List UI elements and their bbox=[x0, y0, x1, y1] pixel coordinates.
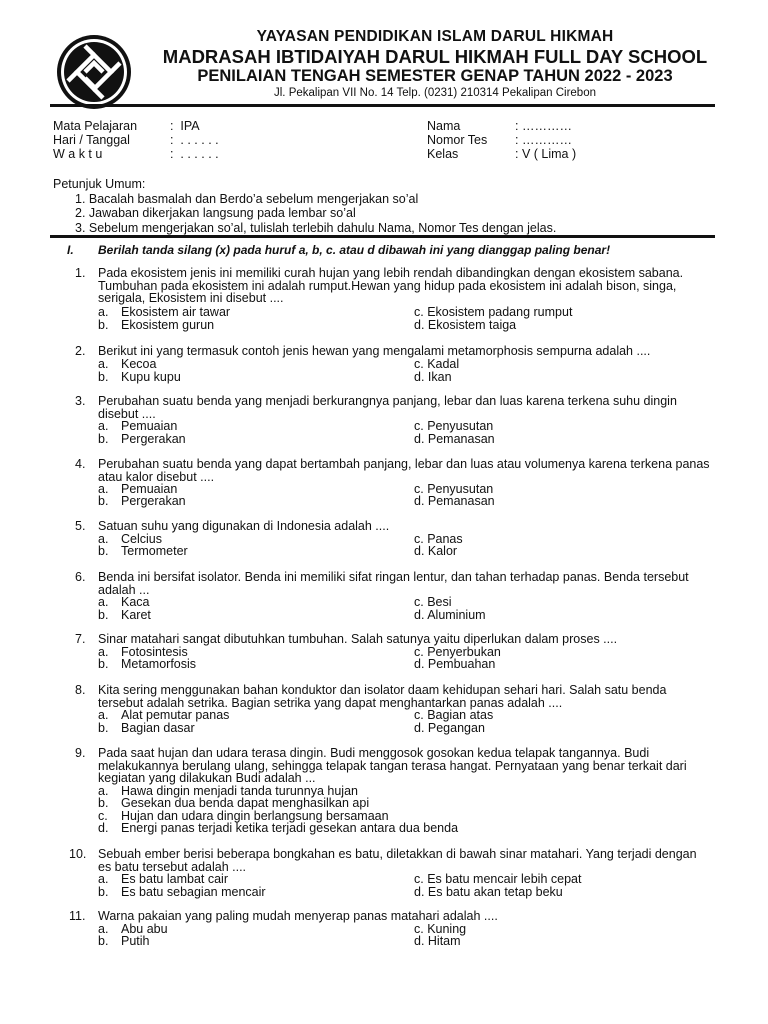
question-text: Perubahan suatu benda yang dapat bertambah panjang, lebar dan luas atau volumenya karena terkena panas atau kalor disebut .... bbox=[98, 457, 710, 484]
option-c[interactable]: c. Panas bbox=[414, 532, 463, 546]
school-address: Jl. Pekalipan VII No. 14 Telp. (0231) 210314 Pekalipan Cirebon bbox=[274, 87, 596, 99]
question-number: 6. bbox=[75, 570, 86, 584]
option-c[interactable]: c. Penyusutan bbox=[414, 419, 494, 433]
class-value: : V ( Lima ) bbox=[515, 147, 577, 161]
option-a[interactable]: Ekosistem air tawar bbox=[121, 305, 231, 319]
option-b-letter[interactable]: b. bbox=[98, 721, 109, 735]
question-text: Pada saat hujan dan udara terasa dingin. Budi menggosok gosokan kedua telapak tangannya. Budi melakukannya berulang ulang, sehingga telapak tangan terasa hangat. Pernyataan yang benar terkait dari kegiatan yang dilakukan Budi adalah ... bbox=[98, 746, 687, 786]
question-number: 2. bbox=[75, 344, 86, 358]
option-a[interactable]: Alat pemutar panas bbox=[121, 708, 230, 722]
option-a-letter[interactable]: a. bbox=[98, 595, 109, 609]
question-text: Warna pakaian yang paling mudah menyerap panas matahari adalah .... bbox=[98, 909, 498, 923]
letterhead bbox=[140, 28, 730, 100]
option-b[interactable]: Putih bbox=[121, 934, 150, 948]
option-a-letter[interactable]: a. bbox=[98, 922, 109, 936]
option-b[interactable]: Es batu sebagian mencair bbox=[121, 885, 266, 899]
question-number: 9. bbox=[75, 746, 86, 760]
option-c[interactable]: c. Ekosistem padang rumput bbox=[414, 305, 573, 319]
foundation-name: YAYASAN PENDIDIKAN ISLAM DARUL HIKMAH bbox=[256, 28, 614, 45]
question-number: 3. bbox=[75, 394, 86, 408]
option-d[interactable]: d. Pemanasan bbox=[414, 432, 495, 446]
option-a-letter[interactable]: a. bbox=[98, 482, 109, 496]
option-d[interactable]: d. Kalor bbox=[414, 544, 458, 558]
class-label: Kelas bbox=[427, 147, 459, 161]
option-a-letter[interactable]: a. bbox=[98, 708, 109, 722]
option-a[interactable]: Kaca bbox=[121, 595, 150, 609]
question-number: 1. bbox=[75, 266, 86, 280]
question-number: 4. bbox=[75, 457, 86, 471]
time-field[interactable]: : . . . . . . bbox=[170, 147, 219, 161]
test-number-label: Nomor Tes bbox=[427, 133, 488, 147]
option-d[interactable]: Energi panas terjadi ketika terjadi gesekan antara dua benda bbox=[121, 821, 459, 835]
option-c[interactable]: Hujan dan udara dingin berlangsung bersamaan bbox=[121, 809, 389, 823]
question-number: 10. bbox=[69, 847, 87, 861]
time-label: W a k t u bbox=[53, 147, 103, 161]
option-b[interactable]: Ekosistem gurun bbox=[121, 318, 215, 332]
option-b-letter[interactable]: b. bbox=[98, 608, 109, 622]
option-b-letter[interactable]: b. bbox=[98, 544, 109, 558]
question-text: Satuan suhu yang digunakan di Indonesia adalah .... bbox=[98, 519, 390, 533]
option-a-letter[interactable]: a. bbox=[98, 357, 109, 371]
option-c[interactable]: c. Kadal bbox=[414, 357, 460, 371]
question-text: Perubahan suatu benda yang menjadi berkurangnya panjang, lebar dan luas karena terkena suhu dingin disebut .... bbox=[98, 394, 677, 421]
question-number: 8. bbox=[75, 683, 86, 697]
option-d[interactable]: d. Pembuahan bbox=[414, 657, 496, 671]
option-c-letter[interactable]: c. bbox=[98, 809, 108, 823]
option-b-letter[interactable]: b. bbox=[98, 934, 109, 948]
option-b-letter[interactable]: b. bbox=[98, 318, 109, 332]
instruction-item: 1. Bacalah basmalah dan Berdo’a sebelum mengerjakan so’al bbox=[75, 191, 419, 206]
option-a-letter[interactable]: a. bbox=[98, 872, 109, 886]
option-a[interactable]: Abu abu bbox=[121, 922, 168, 936]
instructions-list bbox=[53, 192, 556, 236]
option-b[interactable]: Kupu kupu bbox=[121, 370, 181, 384]
option-b-letter[interactable]: b. bbox=[98, 370, 109, 384]
subject-label: Mata Pelajaran bbox=[53, 119, 138, 133]
option-d[interactable]: d. Aluminium bbox=[414, 608, 486, 622]
question-text: Sinar matahari sangat dibutuhkan tumbuhan. Salah satunya yaitu diperlukan dalam proses .... bbox=[98, 632, 618, 646]
question-number: 11. bbox=[69, 909, 86, 923]
option-b[interactable]: Termometer bbox=[121, 544, 188, 558]
option-b[interactable]: Metamorfosis bbox=[121, 657, 197, 671]
option-a-letter[interactable]: a. bbox=[98, 784, 109, 798]
section-number: I. bbox=[67, 243, 74, 257]
question-text: Kita sering menggunakan bahan konduktor dan isolator daam kehidupan sehari hari. Salah satu benda tersebut adalah setrika. Bagian setrika yang dapat menghantarkan panas adalah .... bbox=[98, 683, 667, 710]
option-d[interactable]: d. Ikan bbox=[414, 370, 452, 384]
question-number: 7. bbox=[75, 632, 86, 646]
option-a-letter[interactable]: a. bbox=[98, 305, 109, 319]
option-b-letter[interactable]: b. bbox=[98, 494, 109, 508]
option-a-letter[interactable]: a. bbox=[98, 419, 109, 433]
instructions-divider bbox=[50, 235, 715, 238]
option-d[interactable]: d. Es batu akan tetap beku bbox=[414, 885, 563, 899]
option-b[interactable]: Gesekan dua benda dapat menghasilkan api bbox=[121, 796, 370, 810]
option-a[interactable]: Celcius bbox=[121, 532, 162, 546]
option-d[interactable]: d. Pegangan bbox=[414, 721, 485, 735]
option-b-letter[interactable]: b. bbox=[98, 432, 109, 446]
option-a[interactable]: Pemuaian bbox=[121, 482, 178, 496]
option-b-letter[interactable]: b. bbox=[98, 796, 109, 810]
header-divider bbox=[50, 104, 715, 107]
section-title: Berilah tanda silang (x) pada huruf a, b, c. atau d dibawah ini yang dianggap paling benar! bbox=[98, 243, 611, 257]
question-text: Sebuah ember berisi beberapa bongkahan es batu, diletakkan di bawah sinar matahari. Yang terjadi dengan es batu tersebut adalah .... bbox=[98, 847, 697, 874]
option-c[interactable]: c. Es batu mencair lebih cepat bbox=[414, 872, 582, 886]
option-c[interactable]: c. Penyusutan bbox=[414, 482, 494, 496]
question-number: 5. bbox=[75, 519, 86, 533]
date-field[interactable]: : . . . . . . bbox=[170, 133, 219, 147]
school-name: MADRASAH IBTIDAIYAH DARUL HIKMAH FULL DAY SCHOOL bbox=[162, 46, 708, 67]
option-b-letter[interactable]: b. bbox=[98, 657, 109, 671]
question-text: Pada ekosistem jenis ini memiliki curah hujan yang lebih rendah dibandingkan dengan ekosistem sabana. Tumbuhan pada ekosistem ini adalah rumput.Hewan yang hidup pada ekosistem ini adalah bison, singa, serigala, Ekosistem ini disebut .... bbox=[98, 266, 684, 306]
option-b-letter[interactable]: b. bbox=[98, 885, 109, 899]
option-c[interactable]: c. Bagian atas bbox=[414, 708, 494, 722]
option-a[interactable]: Kecoa bbox=[121, 357, 157, 371]
name-label: Nama bbox=[427, 119, 461, 133]
instructions-title: Petunjuk Umum: bbox=[53, 177, 146, 191]
question-text: Benda ini bersifat isolator. Benda ini memiliki sifat ringan lentur, dan tahan terhadap panas. Benda tersebut adalah ... bbox=[98, 570, 689, 597]
option-b[interactable]: Pergerakan bbox=[121, 432, 186, 446]
option-a[interactable]: Pemuaian bbox=[121, 419, 178, 433]
test-number-field[interactable]: : ………… bbox=[515, 133, 572, 147]
instruction-item: 2. Jawaban dikerjakan langsung pada lembar so’al bbox=[75, 206, 356, 220]
option-a-letter[interactable]: a. bbox=[98, 532, 109, 546]
option-a-letter[interactable]: a. bbox=[98, 645, 109, 659]
option-d-letter[interactable]: d. bbox=[98, 821, 109, 835]
general-instructions bbox=[53, 177, 556, 235]
option-a[interactable]: Hawa dingin menjadi tanda turunnya hujan bbox=[121, 784, 358, 798]
subject-value: : IPA bbox=[170, 119, 200, 133]
instruction-item: 3. Sebelum mengerjakan so’al, tulislah terlebih dahulu Nama, Nomor Tes dengan jelas. bbox=[75, 220, 557, 235]
option-b[interactable]: Bagian dasar bbox=[121, 721, 195, 735]
option-d[interactable]: d. Hitam bbox=[414, 934, 461, 948]
name-field[interactable]: : ………… bbox=[515, 119, 572, 133]
option-a[interactable]: Es batu lambat cair bbox=[121, 872, 228, 886]
question-text: Berikut ini yang termasuk contoh jenis hewan yang mengalami metamorphosis sempurna adalah .... bbox=[98, 344, 651, 358]
option-b[interactable]: Karet bbox=[121, 608, 151, 622]
exam-title: PENILAIAN TENGAH SEMESTER GENAP TAHUN 2022 - 2023 bbox=[197, 67, 673, 85]
option-a[interactable]: Fotosintesis bbox=[121, 645, 188, 659]
option-d[interactable]: d. Ekosistem taiga bbox=[414, 318, 517, 332]
option-c[interactable]: c. Besi bbox=[414, 595, 452, 609]
option-d[interactable]: d. Pemanasan bbox=[414, 494, 495, 508]
option-c[interactable]: c. Kuning bbox=[414, 922, 467, 936]
option-c[interactable]: c. Penyerbukan bbox=[414, 645, 501, 659]
school-logo-icon bbox=[55, 33, 133, 111]
option-b[interactable]: Pergerakan bbox=[121, 494, 186, 508]
date-label: Hari / Tanggal bbox=[53, 133, 130, 147]
